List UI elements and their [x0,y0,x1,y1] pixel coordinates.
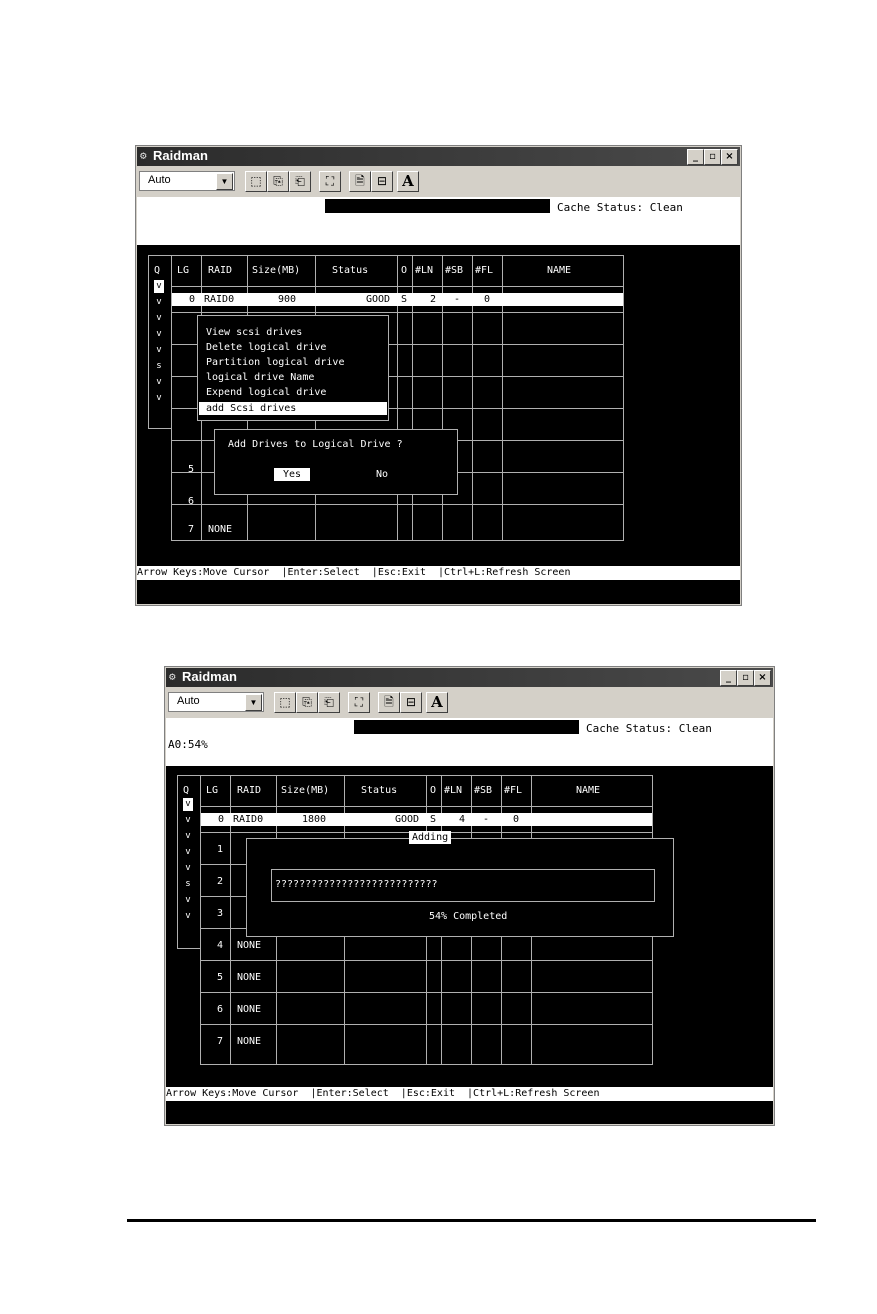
header-status: Status [332,265,369,276]
side-mark[interactable]: v [156,377,162,387]
chevron-down-icon: ▼ [216,173,233,190]
header-size: Size(MB) [252,265,301,276]
side-mark[interactable]: v [156,345,162,355]
title-bar[interactable] [137,147,740,166]
menu-item-name[interactable]: logical drive Name [206,372,315,383]
side-mark[interactable]: v [185,911,191,921]
side-mark[interactable]: s [156,361,162,371]
font-size-select[interactable]: Auto ▼ [168,692,264,712]
row-raid: NONE [237,1004,262,1015]
window-title: Raidman [182,669,237,684]
font-size-select[interactable]: Auto ▼ [139,171,235,191]
header-fl: #FL [504,785,523,796]
restore-button[interactable]: ▫ [737,670,754,686]
yes-button[interactable]: Yes [274,468,310,481]
row-lg: 1 [217,844,224,855]
header-ln: #LN [444,785,463,796]
mark-icon[interactable]: ⬚ [274,692,296,713]
row-lg: 3 [217,908,224,919]
row-raid: NONE [237,940,262,951]
background-icon[interactable]: ⊟ [400,692,422,713]
cache-status: Cache Status: Clean [557,201,683,214]
toolbar [166,688,773,716]
drive-side-panel: Q v v v v v s v v [177,775,201,949]
font-icon[interactable]: A [397,171,419,192]
menu-item-view-scsi[interactable]: View scsi drives [206,327,303,338]
side-mark[interactable]: v [185,847,191,857]
row-lg: 7 [217,1036,224,1047]
header-raid: RAID [237,785,262,796]
raidman-window-1 [135,145,742,606]
side-mark[interactable]: v [156,329,162,339]
side-mark[interactable]: v [156,297,162,307]
header-raid: RAID [208,265,233,276]
header-fl: #FL [475,265,494,276]
side-mark[interactable]: v [154,280,164,293]
header-o: O [430,785,437,796]
side-mark[interactable]: v [156,393,162,403]
header-lg: LG [206,785,219,796]
status-bar: Arrow Keys:Move Cursor |Enter:Select |Esc:Exit |Ctrl+L:Refresh Screen [137,566,740,580]
side-mark[interactable]: v [185,815,191,825]
row-lg: 4 [217,940,224,951]
status-field [325,199,550,213]
side-mark[interactable]: v [183,798,193,811]
chevron-down-icon: ▼ [245,694,262,711]
page-rule [127,1219,816,1222]
progress-fill [272,870,478,901]
console-area[interactable] [166,718,773,1124]
adding-title: Adding [409,831,451,844]
app-icon: ⚙ [140,149,147,162]
row-lg: 6 [217,1004,224,1015]
info-area [166,718,773,766]
restore-button[interactable]: ▫ [704,149,721,165]
header-name: NAME [576,785,601,796]
properties-icon[interactable]: 🗎 [349,171,371,192]
side-mark[interactable]: s [185,879,191,889]
status-field [354,720,579,734]
side-mark[interactable]: v [185,863,191,873]
menu-item-expand[interactable]: Expend logical drive [206,387,327,398]
properties-icon[interactable]: 🗎 [378,692,400,713]
header-sb: #SB [474,785,493,796]
menu-item-add-scsi[interactable]: add Scsi drives [199,402,387,415]
close-button[interactable]: × [721,149,738,165]
progress-text: 54% Completed [429,911,508,922]
row-raid: NONE [237,1036,262,1047]
side-mark[interactable]: v [185,831,191,841]
context-menu [197,315,389,421]
row-lg: 2 [217,876,224,887]
table-row-selected[interactable]: 0 RAID0 1800 GOOD S 4 - 0 [201,813,652,826]
row-raid: NONE [208,524,233,535]
progress-label: A0:54% [168,738,208,751]
info-area [137,197,740,245]
mark-icon[interactable]: ⬚ [245,171,267,192]
console-area[interactable] [137,197,740,604]
side-mark[interactable]: v [156,313,162,323]
paste-icon[interactable]: ⎗ [289,171,311,192]
progress-glyphs: ??????????????????????????? [275,879,438,890]
minimize-button[interactable]: _ [720,670,737,686]
header-o: O [401,265,408,276]
menu-item-delete[interactable]: Delete logical drive [206,342,327,353]
header-sb: #SB [445,265,464,276]
header-size: Size(MB) [281,785,330,796]
header-ln: #LN [415,265,434,276]
close-button[interactable]: × [754,670,771,686]
adding-progress-dialog [246,838,674,937]
row-lg: 7 [188,524,195,535]
row-lg: 5 [188,464,195,475]
raidman-window-2 [164,666,775,1126]
fullscreen-icon[interactable]: ⛶ [348,692,370,713]
app-icon: ⚙ [169,670,176,683]
font-icon[interactable]: A [426,692,448,713]
header-name: NAME [547,265,572,276]
confirm-dialog [214,429,458,495]
progress-bar [271,869,655,902]
copy-icon[interactable]: ⎘ [267,171,289,192]
copy-icon[interactable]: ⎘ [296,692,318,713]
title-bar[interactable] [166,668,773,687]
fullscreen-icon[interactable]: ⛶ [319,171,341,192]
minimize-button[interactable]: _ [687,149,704,165]
window-title: Raidman [153,148,208,163]
toolbar [137,167,740,195]
paste-icon[interactable]: ⎗ [318,692,340,713]
cache-status: Cache Status: Clean [586,722,712,735]
row-lg: 6 [188,496,195,507]
dialog-question: Add Drives to Logical Drive ? [228,439,403,450]
no-button[interactable]: No [375,469,389,480]
drive-side-panel: Q v v v v v s v v [148,255,172,429]
background-icon[interactable]: ⊟ [371,171,393,192]
status-bar: Arrow Keys:Move Cursor |Enter:Select |Esc:Exit |Ctrl+L:Refresh Screen [166,1087,773,1101]
side-mark[interactable]: v [185,895,191,905]
header-status: Status [361,785,398,796]
row-lg: 5 [217,972,224,983]
row-raid: NONE [237,972,262,983]
menu-item-partition[interactable]: Partition logical drive [206,357,345,368]
header-lg: LG [177,265,190,276]
table-row-selected[interactable]: 0 RAID0 900 GOOD S 2 - 0 [172,293,623,306]
